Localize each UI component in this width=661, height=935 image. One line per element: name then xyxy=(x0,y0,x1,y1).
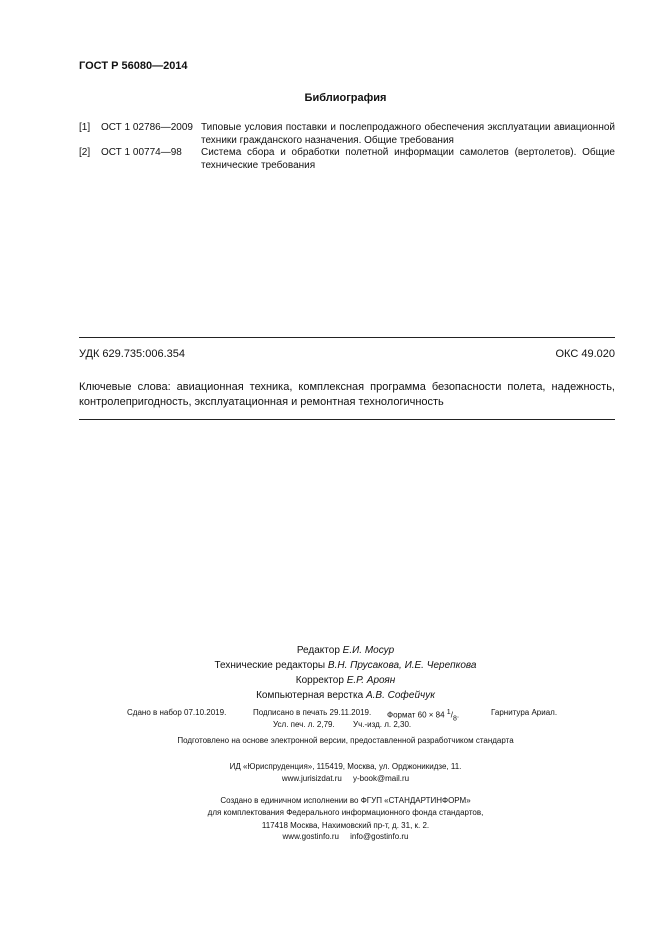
publisher-sheets: Уч.-изд. л. 2,30. xyxy=(353,720,412,729)
bibliography-title: Библиография xyxy=(304,92,387,104)
font-note: Гарнитура Ариал. xyxy=(491,708,558,717)
tech-editors-label: Технические редакторы xyxy=(214,660,326,671)
ref-number: [1] xyxy=(79,122,91,133)
format-frac-num: 1 xyxy=(446,709,451,716)
signed-date: Подписано в печать 29.11.2019. xyxy=(253,708,372,717)
tech-editors-names: В.Н. Прусакова, И.Е. Черепкова xyxy=(327,660,477,671)
publisher-address: ИД «Юриспруденция», 115419, Москва, ул. Орджоникидзе, 11. xyxy=(229,762,462,771)
document-header: ГОСТ Р 56080—2014 xyxy=(79,60,188,72)
typeset-date: Сдано в набор 07.10.2019. xyxy=(127,708,227,717)
publisher-contacts: www.jurisizdat.ru y-book@mail.ru xyxy=(281,774,410,783)
udk-code: УДК 629.735:006.354 xyxy=(79,348,185,360)
layout-line xyxy=(0,688,661,703)
ref-number: [2] xyxy=(79,147,91,158)
created-purpose: для комплектования Федерального информационного фонда стандартов, xyxy=(207,808,484,817)
created-address: 117418 Москва, Нахимовский пр-т, д. 31, к. 2. xyxy=(261,821,430,830)
bibliography-item xyxy=(79,146,615,172)
layout-label: Компьютерная верстка xyxy=(256,690,364,701)
tech-editors-line xyxy=(0,658,661,673)
corrector-line xyxy=(0,673,661,688)
editor-label: Редактор xyxy=(296,645,340,656)
ref-code: ОСТ 1 02786—2009 xyxy=(101,122,193,133)
format-frac-den: 8 xyxy=(452,715,457,723)
paper-format: Формат 60 × 84 $^1/_8$. xyxy=(387,709,460,723)
oks-code: ОКС 49.020 xyxy=(555,348,615,360)
prepared-note: Подготовлено на основе электронной версии, предоставленной разработчиком стандарта xyxy=(177,736,514,745)
format-prefix: Формат 60 × 84 xyxy=(387,710,445,720)
ref-text: Система сбора и обработки полетной информации самолетов (вертолетов). Общие технические требования xyxy=(201,147,615,171)
editor-line xyxy=(0,643,661,658)
corrector-label: Корректор xyxy=(295,675,344,686)
divider-top xyxy=(79,337,615,338)
created-note: Создано в единичном исполнении во ФГУП «СТАНДАРТИНФОРМ» xyxy=(220,796,471,805)
editor-name: Е.И. Мосур xyxy=(342,645,395,656)
bibliography-item xyxy=(79,121,615,147)
divider-bottom xyxy=(79,419,615,420)
ref-text: Типовые условия поставки и послепродажного обеспечения эксплуатации авиационной техники гражданского назначения. Общие требования xyxy=(201,122,615,146)
print-sheets: Усл. печ. л. 2,79. xyxy=(273,720,335,729)
created-contacts: www.gostinfo.ru info@gostinfo.ru xyxy=(282,832,409,841)
layout-name: А.В. Софейчук xyxy=(365,690,435,701)
corrector-name: Е.Р. Ароян xyxy=(346,675,396,686)
keywords: Ключевые слова: авиационная техника, комплексная программа безопасности полета, надежность, контролепригодность, эксплуатационная и ремонтная технологичность xyxy=(79,381,615,408)
ref-code: ОСТ 1 00774—98 xyxy=(101,147,182,158)
